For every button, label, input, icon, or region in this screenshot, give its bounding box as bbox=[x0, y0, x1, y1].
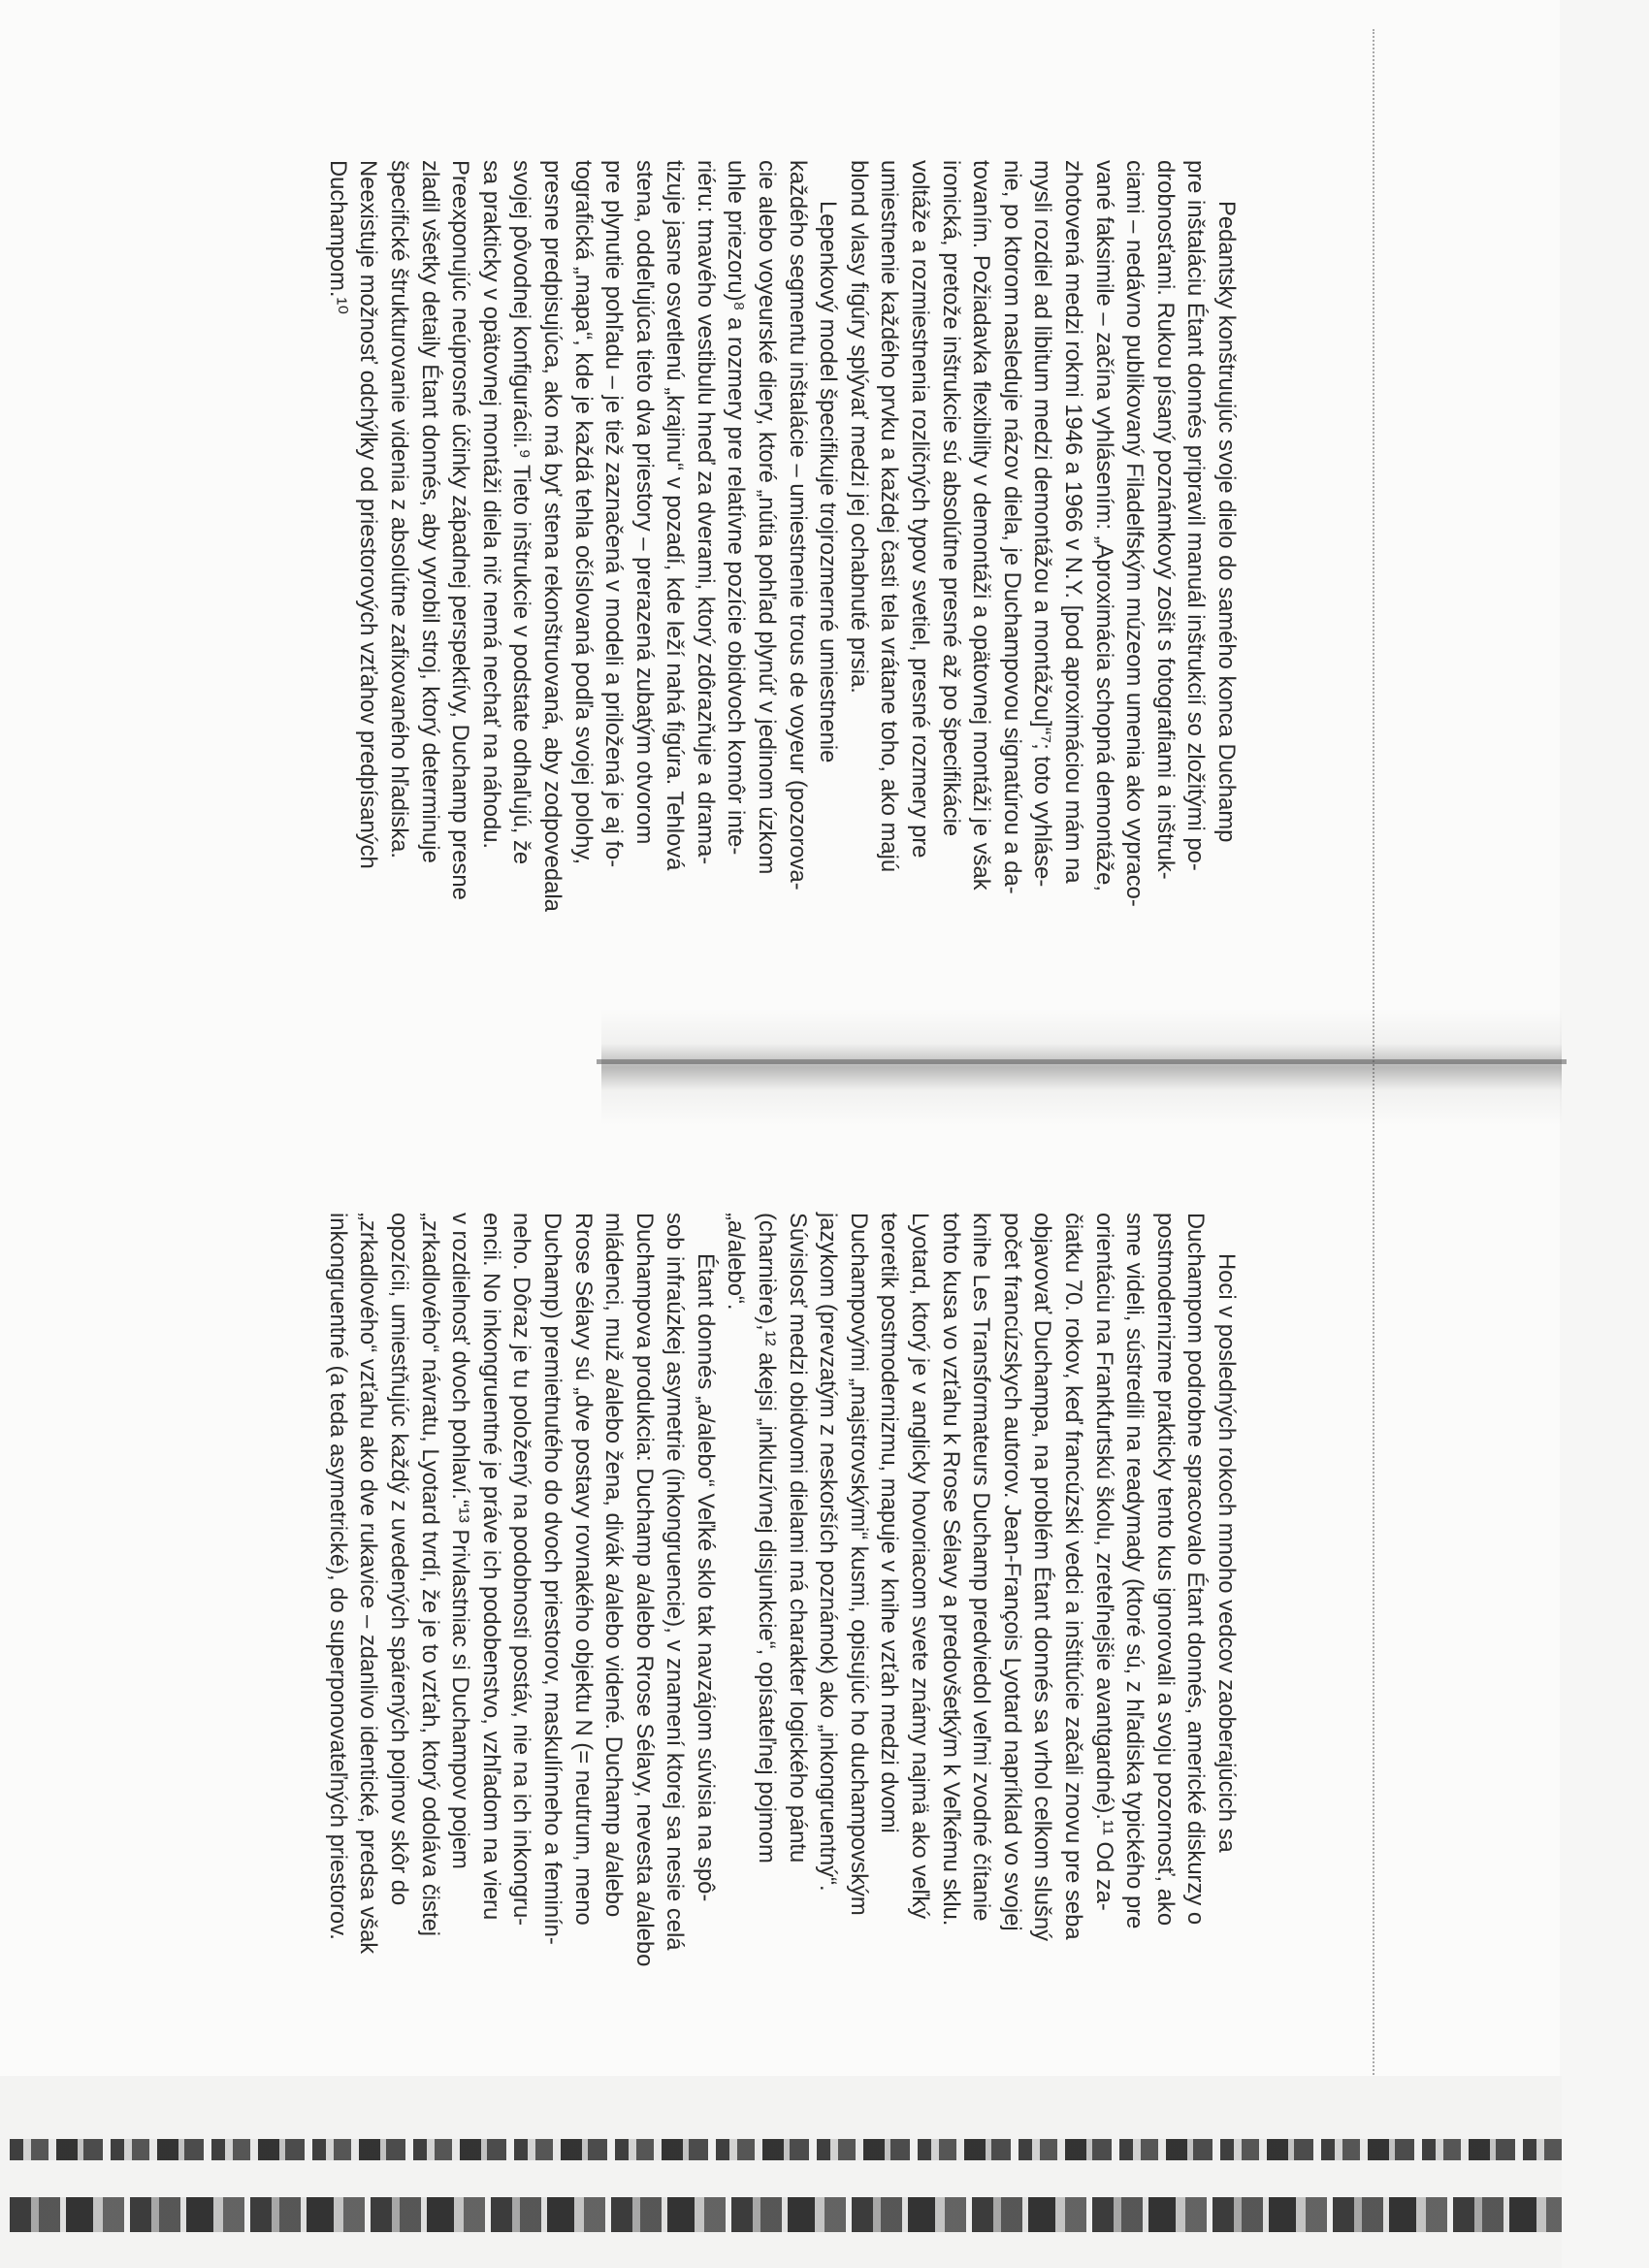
text-line: stena, oddeľujúca tieto dva priestory – prerazená zubatým otvorom bbox=[630, 160, 658, 845]
text-line: ironická, pretože inštrukcie sú absolútne presné až po špecifikácie bbox=[937, 160, 964, 837]
text-line: svojej pôvodnej konfigurácii.⁹ Tieto inštrukcie v podstate odhaľujú, že bbox=[508, 160, 535, 865]
book-gutter-shadow bbox=[601, 1009, 1562, 1125]
text-line: Lepenkový model špecifikuje trojrozmerné umiestnenie bbox=[815, 201, 842, 763]
text-line: Étant donnés „a/alebo“ Veľké sklo tak navzájom súvisia na spô- bbox=[692, 1253, 719, 1902]
text-line: voltáže a rozmiestnenia rozličných typov svetiel, presné rozmery pre bbox=[907, 160, 934, 859]
text-line: (charnière),¹² akejsi „inkluzívnej disjunkcie“, opísateľnej pojmom bbox=[754, 1213, 781, 1863]
text-line: Pedantsky konštruujúc svoje dielo do samého konca Duchamp bbox=[1213, 201, 1240, 843]
text-line: Duchampovými „majstrovskými“ kusmi, opisujúc ho duchampovským bbox=[845, 1213, 872, 1916]
text-line: postmodernizme prakticky tento kus ignorovali a svoju pozornosť, ako bbox=[1151, 1213, 1179, 1927]
text-line: Preexponujúc neúprosné účinky západnej perspektívy, Duchamp presne bbox=[447, 160, 474, 900]
text-line: Lyotard, ktorý je v anglicky hovoriacom svete známy najmä ako veľký bbox=[907, 1213, 934, 1920]
text-line: Hoci v posledných rokoch mnoho vedcov zaoberajúcich sa bbox=[1213, 1253, 1240, 1853]
scanner-edge-strip bbox=[0, 2076, 1562, 2268]
book-gutter-fold bbox=[597, 1059, 1567, 1064]
text-line: encii. No inkongruentné je práve ich podobenstvo, vzhľadom na vieru bbox=[477, 1213, 504, 1921]
text-line: cie alebo voyeurské diery, ktoré „nútia pohľad plynúť v jedinom úzkom bbox=[754, 160, 781, 875]
text-line: riéru: tmavého vestibulu hneď za dverami, ktorý zdôrazňuje a drama- bbox=[692, 160, 719, 865]
text-line: zhotovená medzi rokmi 1946 a 1966 v N.Y. [pod aproximáciou mám na bbox=[1060, 160, 1087, 884]
text-line: pre plynutie pohľadu – je tiež zaznačená v modeli a priložená je aj fo- bbox=[600, 160, 628, 868]
text-line: presne predpisujúca, ako má byť stena rekonštruovaná, aby zodpovedala bbox=[538, 160, 566, 912]
text-line: každého segmentu inštalácie – umiestnenie trous de voyeur (pozorova- bbox=[784, 160, 811, 891]
text-line: tovaním. Požiadavka flexibility v demontáži a opätovnej montáži je však bbox=[968, 160, 995, 891]
text-line: Duchampova produkcia: Duchamp a/alebo Rrose Sélavy, nevesta a/alebo bbox=[630, 1213, 658, 1967]
text-line: mládenci, muž a/alebo žena, divák a/alebo videné. Duchamp a/alebo bbox=[600, 1213, 628, 1918]
text-line: umiestnenie každého prvku a každej časti tela vrátane toho, ako majú bbox=[876, 160, 903, 873]
text-line: tografická „mapa“, kde je každá tehla očíslovaná podľa svojej polohy, bbox=[569, 160, 597, 865]
text-line: zladil všetky detaily Étant donnés, aby vyrobil stroj, ktorý determinuje bbox=[416, 160, 443, 863]
text-line: knihe Les Transformateurs Duchamp predviedol veľmi zvodné čítanie bbox=[968, 1213, 995, 1922]
page-top-text-block bbox=[322, 160, 1242, 965]
text-line: počet francúzskych autorov. Jean-François Lyotard napríklad vo svojej bbox=[998, 1213, 1025, 1931]
text-line: špecifické štrukturovanie videnia z absolútne zafixovaného hľadiska. bbox=[385, 160, 412, 859]
text-line: teoretik postmodernizmu, mapuje v knihe vzťah medzi dvomi bbox=[876, 1213, 903, 1833]
text-line: tohto kusa vo vzťahu k Rrose Sélavy a predovšetkým k Veľkému sklu. bbox=[937, 1213, 964, 1927]
text-line: ciami – nedávno publikovaný Filadelfským múzeom umenia ako vypraco- bbox=[1121, 160, 1148, 907]
text-line: drobnosťami. Rukou písaný poznámkový zošit s fotografiami a inštruk- bbox=[1151, 160, 1179, 880]
text-line: jazykom (prevzatým z neskorších poznámok) ako „inkongruentný“. bbox=[815, 1213, 842, 1892]
text-line: Duchampom.¹⁰ bbox=[324, 160, 351, 314]
text-line: uhle priezoru)⁸ a rozmery pre relatívne pozície obidvoch komôr inte- bbox=[723, 160, 750, 856]
text-line: pre inštaláciu Étant donnés pripravil manuál inštrukcií so zložitými po- bbox=[1182, 160, 1210, 871]
text-line: „zrkadlového“ vzťahu ako dve rukavice – zdanlivo identické, predsa však bbox=[355, 1213, 382, 1955]
text-line: neho. Dôraz je tu položený na podobnosti postáv, nie na ich inkongru- bbox=[508, 1213, 535, 1927]
text-line: sme videli, sústredili na readymady (ktoré sú, z hľadiska typického pre bbox=[1121, 1213, 1148, 1929]
text-line: objavovať Duchampa, na problém Étant donnés sa vrhol celkom slušný bbox=[1029, 1213, 1056, 1941]
text-line: tizuje jasne osvetlenú „krajinu“ v pozadí, kde leží nahá figúra. Tehlová bbox=[662, 160, 689, 871]
text-line: Duchamp) premietnutého do dvoch priestorov, maskulínneho a feminín- bbox=[538, 1213, 566, 1945]
text-line: Neexistuje možnosť odchýlky od priestorových vzťahov predpísaných bbox=[355, 160, 382, 869]
text-line: sob infraúzkej asymetrie (inkongruencie), v znamení ktorej sa nesie celá bbox=[662, 1213, 689, 1951]
text-line: nie, po ktorom nasleduje názov diela, je Duchampovou signatúrou a da- bbox=[998, 160, 1025, 894]
text-line: vané faksimile – začína vyhlásením: „Aproximácia schopná demontáže, bbox=[1090, 160, 1117, 891]
text-line: Súvislosť medzi obidvomi dielami má charakter logického pántu bbox=[784, 1213, 811, 1863]
text-line: v rozdielnosť dvoch pohlaví.“¹³ Privlastniac si Duchampov pojem bbox=[447, 1213, 474, 1869]
scanner-noise-band bbox=[10, 2139, 1562, 2160]
scanner-noise-band-lower bbox=[10, 2197, 1562, 2232]
page-bottom-text-block bbox=[322, 1213, 1242, 2008]
text-line: orientáciu na Frankfurtskú školu, zreteľnejšie avantgardné).¹¹ Od za- bbox=[1090, 1213, 1117, 1911]
text-line: Rrose Sélavy sú „dve postavy rovnakého objektu N (= neutrum, meno bbox=[569, 1213, 597, 1926]
text-line: čiatku 70. rokov, keď francúzski vedci a inštitúcie začali znovu pre seba bbox=[1060, 1213, 1087, 1940]
text-line: „a/alebo“. bbox=[723, 1213, 750, 1311]
text-line: sa prakticky v opätovnej montáži diela nič nemá nechať na náhodu. bbox=[477, 160, 504, 850]
text-line: Duchampom podrobne spracovalo Étant donnés, americké diskurzy o bbox=[1182, 1213, 1210, 1926]
text-line: „zrkadlového“ návratu, Lyotard tvrdí, že je to vzťah, ktorý odoláva čistej bbox=[416, 1213, 443, 1937]
text-line: mysli rozdiel ad libitum medzi demontážou a montážou]“⁷; toto vyhláse- bbox=[1029, 160, 1056, 888]
text-line: inkongruentné (a teda asymetrické), do superponovateľných priestorov. bbox=[324, 1213, 351, 1940]
text-line: blond vlasy figúry splývať medzi jej ochabnuté prsia. bbox=[845, 160, 872, 694]
text-line: opozícii, umiestňujúc každý z uvedených spárených pojmov skôr do bbox=[385, 1213, 412, 1906]
